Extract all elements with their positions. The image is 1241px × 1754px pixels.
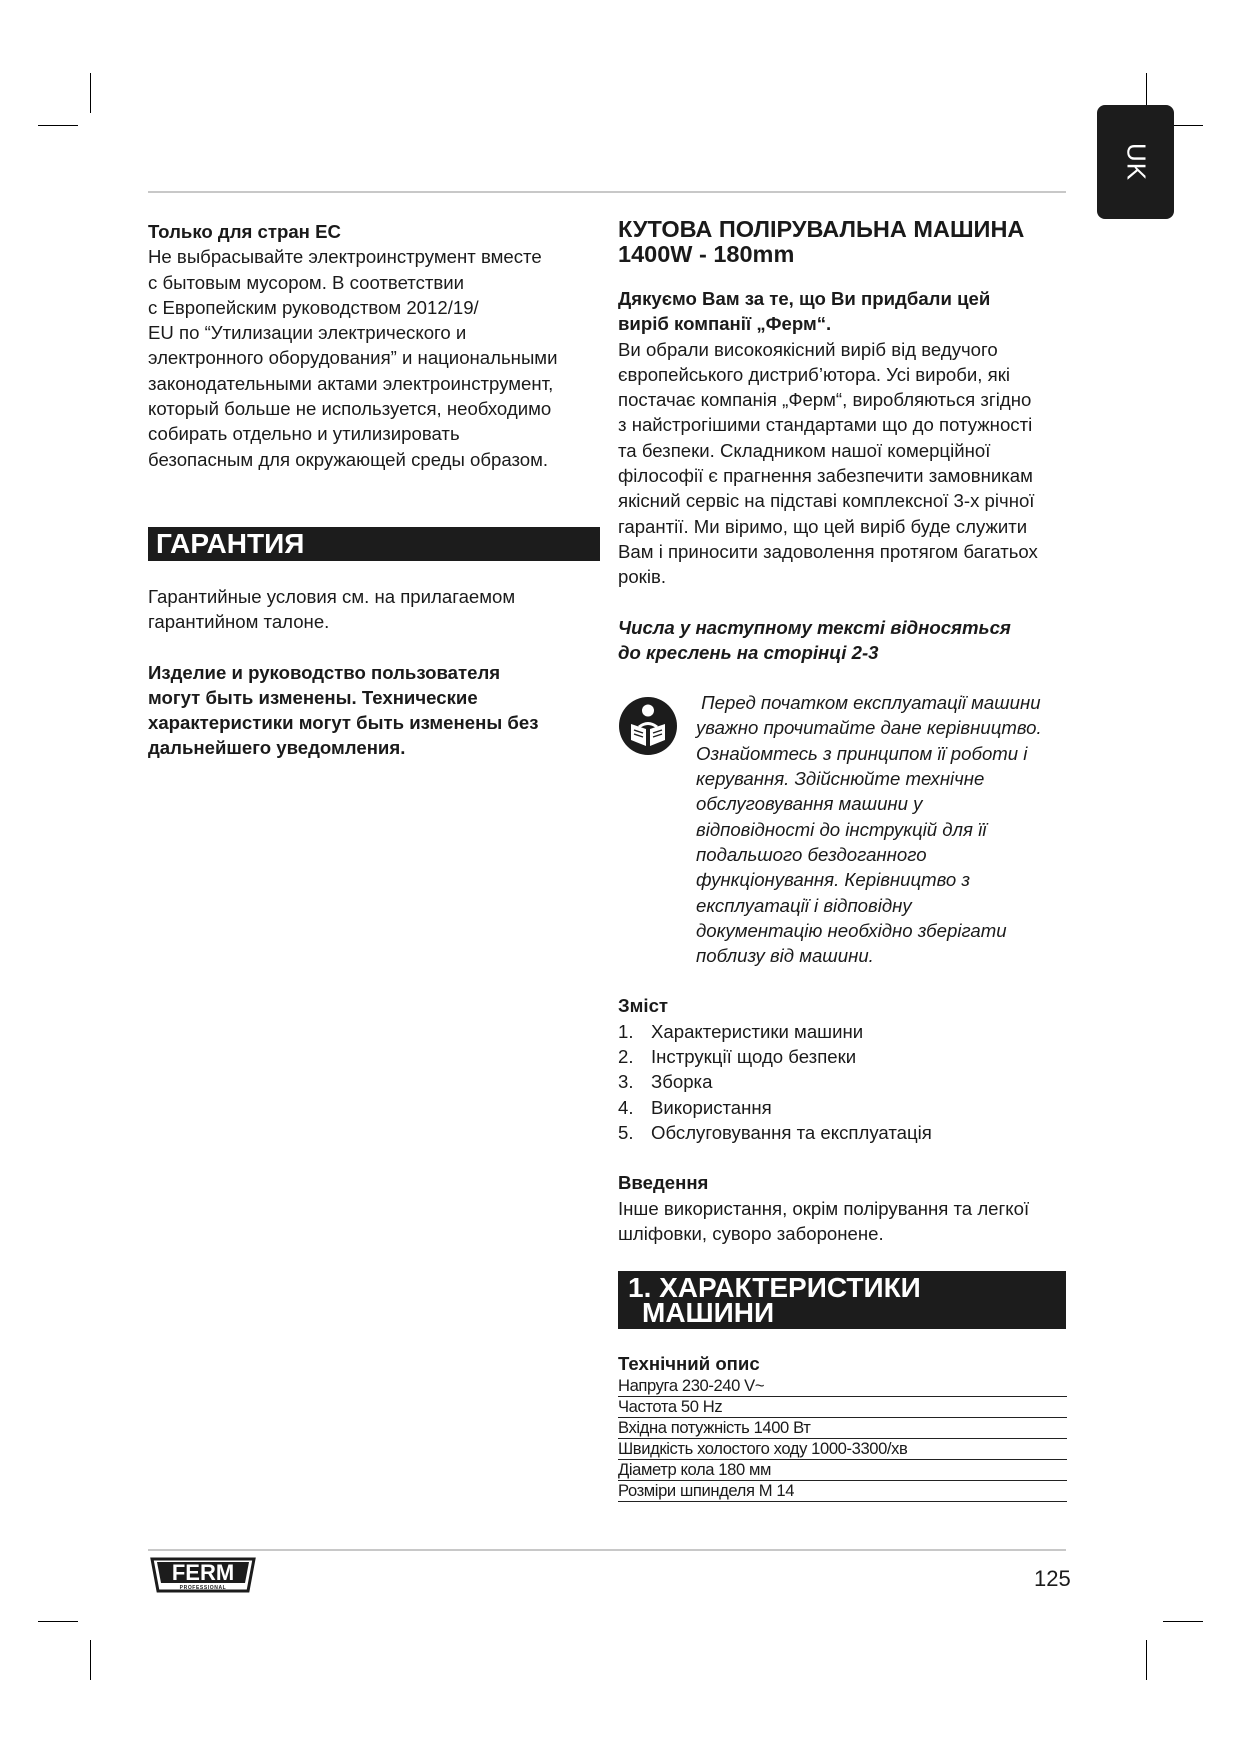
text-line: с Европейским руководством 2012/19/ bbox=[148, 296, 479, 318]
contents-section bbox=[618, 993, 1073, 1145]
text-line: подальшого бездоганного bbox=[696, 843, 927, 865]
introduction-section bbox=[618, 1170, 1073, 1246]
text-line: керування. Здійснюйте технічне bbox=[696, 768, 985, 790]
crop-mark bbox=[38, 1621, 78, 1622]
text-line: электронного оборудования” и национальными bbox=[148, 347, 558, 369]
text-line: Ви обрали високоякісний виріб від ведучого bbox=[618, 338, 998, 360]
text-line: років. bbox=[618, 566, 666, 588]
text-line: характеристики могут быть изменены без bbox=[148, 712, 539, 734]
text-line: шліфовки, суворо заборонене. bbox=[618, 1222, 884, 1244]
list-item bbox=[618, 1069, 1073, 1094]
contents-list bbox=[618, 1019, 1073, 1145]
text-line: Дякуємо Вам за те, що Ви придбали цей bbox=[618, 288, 991, 309]
crop-mark bbox=[38, 125, 78, 126]
text-line: до креслень на сторінці 2-3 bbox=[618, 641, 879, 663]
text-line: дальнейшего уведомления. bbox=[148, 737, 406, 759]
introduction-heading: Введення bbox=[618, 1172, 709, 1194]
text-line: постачає компанія „Ферм“, виробляються згідно bbox=[618, 389, 1032, 411]
language-code: UK bbox=[1121, 142, 1151, 182]
heading-line: МАШИНИ bbox=[642, 1297, 775, 1329]
title-line: 1400W - 180mm bbox=[618, 241, 795, 267]
contents-heading: Зміст bbox=[618, 995, 669, 1017]
table-row: Частота 50 Hz bbox=[618, 1397, 1067, 1418]
page-title bbox=[618, 217, 1073, 267]
table-row: Вхідна потужність 1400 Вт bbox=[618, 1418, 1067, 1439]
text-line: документацію необхідно зберігати bbox=[696, 919, 1007, 941]
list-number: 1. bbox=[618, 1020, 634, 1042]
text-line: с бытовым мусором. В соответствии bbox=[148, 271, 465, 293]
text-line: EU по “Утилизации электрического и bbox=[148, 322, 467, 344]
header-rule bbox=[148, 191, 1066, 193]
text-line: та безпеки. Складником нашої комерційної bbox=[618, 439, 991, 461]
spec-table bbox=[618, 1376, 1067, 1502]
list-number: 3. bbox=[618, 1071, 634, 1093]
left-column bbox=[148, 219, 600, 761]
text-line: поблизу від машини. bbox=[696, 945, 874, 967]
thanks-text bbox=[618, 286, 1073, 337]
text-line: который больше не используется, необходимо bbox=[148, 398, 552, 420]
text-line: функціонування. Керівництво з bbox=[696, 869, 971, 891]
crop-mark bbox=[90, 73, 91, 113]
text-line: могут быть изменены. Технические bbox=[148, 686, 478, 708]
list-item bbox=[618, 1019, 1073, 1044]
table-row: Напруга 230-240 V~ bbox=[618, 1376, 1067, 1397]
language-tab bbox=[1097, 105, 1174, 219]
text-line: Вам і приносити задоволення протягом багатьох bbox=[618, 540, 1038, 562]
list-item bbox=[618, 1120, 1073, 1145]
list-label: Характеристики машини bbox=[651, 1020, 864, 1042]
page-number: 125 bbox=[1034, 1566, 1071, 1591]
text-line: європейського дистриб’ютора. Усі вироби, які bbox=[618, 363, 1010, 385]
text-line: відповідності до інструкцій для її bbox=[696, 818, 987, 840]
list-number: 2. bbox=[618, 1046, 634, 1068]
intro-text bbox=[618, 337, 1073, 590]
text-line: законодательными актами электроинструмент, bbox=[148, 372, 554, 394]
list-label: Обслуговування та експлуатація bbox=[651, 1121, 932, 1143]
text-line: Гарантийные условия см. на прилагаемом bbox=[148, 585, 516, 607]
text-line: Изделие и руководство пользователя bbox=[148, 661, 501, 683]
text-line: виріб компанії „Ферм“. bbox=[618, 313, 832, 335]
list-label: Інструкції щодо безпеки bbox=[651, 1046, 857, 1068]
text-line: з найстрогішими стандартами що до потужності bbox=[618, 414, 1033, 436]
right-column bbox=[618, 217, 1073, 1502]
text-line: уважно прочитайте дане керівництво. bbox=[696, 717, 1042, 739]
ferm-logo bbox=[148, 1553, 258, 1597]
brand-text: FERM bbox=[171, 1560, 235, 1585]
eu-heading: Только для стран ЕС bbox=[148, 221, 341, 242]
text-line: якісний сервіс на підставі комплексної 3-х річної bbox=[618, 490, 1035, 512]
brand-subtext: PROFESSIONAL bbox=[179, 1585, 227, 1591]
heading-line: 1. ХАРАКТЕРИСТИКИ bbox=[628, 1272, 921, 1304]
list-item bbox=[618, 1044, 1073, 1069]
list-label: Використання bbox=[651, 1096, 772, 1118]
list-item bbox=[618, 1095, 1073, 1120]
crop-mark bbox=[90, 1640, 91, 1680]
read-manual-notice bbox=[618, 690, 1073, 968]
text-line: Інше використання, окрім полірування та легкої bbox=[618, 1197, 1030, 1219]
text-line: експлуатації і відповідну bbox=[696, 894, 912, 916]
footer-rule bbox=[148, 1549, 1066, 1551]
specifications-heading bbox=[618, 1271, 1066, 1329]
title-line: КУТОВА ПОЛІРУВАЛЬНА МАШИНА bbox=[618, 216, 1025, 242]
text-line: гарантийном талоне. bbox=[148, 611, 330, 633]
change-notice bbox=[148, 660, 600, 761]
text-line: гарантії. Ми віримо, що цей виріб буде служити bbox=[618, 515, 1028, 537]
manual-note-text bbox=[696, 690, 1042, 968]
list-number: 5. bbox=[618, 1121, 634, 1143]
eu-disposal-text bbox=[148, 244, 600, 472]
table-row: Діаметр кола 180 мм bbox=[618, 1460, 1067, 1481]
crop-mark bbox=[1146, 1640, 1147, 1680]
text-line: собирать отдельно и утилизировать bbox=[148, 423, 460, 445]
list-number: 4. bbox=[618, 1096, 634, 1118]
text-line: Ознайомтесь з принципом її роботи і bbox=[696, 742, 1028, 764]
list-label: Зборка bbox=[651, 1071, 713, 1093]
tech-description-heading: Технічний опис bbox=[618, 1353, 760, 1375]
text-line: Не выбрасывайте электроинструмент вместе bbox=[148, 246, 542, 268]
text-line: безопасным для окружающей среды образом. bbox=[148, 448, 549, 470]
text-line: обслуговування машини у bbox=[696, 793, 923, 815]
warranty-heading: ГАРАНТИЯ bbox=[148, 527, 600, 561]
table-row: Швидкість холостого ходу 1000-3300/хв bbox=[618, 1439, 1067, 1460]
drawing-reference-note bbox=[618, 615, 1073, 666]
table-row: Розміри шпинделя М 14 bbox=[618, 1481, 1067, 1502]
text-line: філософії є прагнення забезпечити замовникам bbox=[618, 465, 1033, 487]
text-line: Числа у наступному тексті відносяться bbox=[618, 616, 1011, 638]
text-line: Перед початком експлуатації машини bbox=[696, 692, 1041, 714]
read-manual-icon bbox=[618, 696, 678, 756]
warranty-text bbox=[148, 584, 600, 635]
crop-mark bbox=[1163, 1621, 1203, 1622]
